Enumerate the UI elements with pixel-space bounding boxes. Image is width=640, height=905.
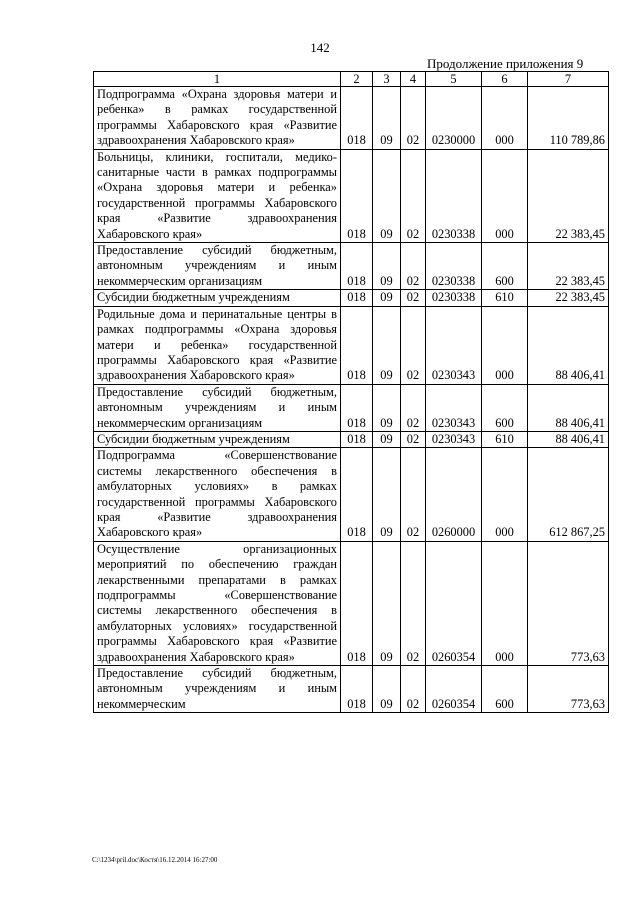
row-subsection-cell: 02 [401,384,426,431]
row-chapter-cell: 018 [341,243,373,290]
row-target-article-cell: 0230338 [426,243,482,290]
row-subsection-cell: 02 [401,243,426,290]
row-expense-type-cell: 610 [482,290,528,306]
row-section-cell: 09 [373,541,401,665]
row-target-article-cell: 0230338 [426,149,482,242]
table-header-row [94,72,609,87]
page-number: 142 [310,40,330,55]
row-target-article-cell: 0260000 [426,448,482,541]
row-amount-cell: 88 406,41 [528,431,609,447]
row-name-cell: Предоставление субсидий бюджетным, автономным учреждениям и иным некоммерческим организациям [94,243,341,290]
row-subsection-cell: 02 [401,290,426,306]
row-target-article-cell: 0230338 [426,290,482,306]
row-target-article-cell: 0260354 [426,666,482,713]
row-section-cell: 09 [373,149,401,242]
row-subsection-cell: 02 [401,306,426,384]
row-section-cell: 09 [373,666,401,713]
row-target-article-cell: 0230343 [426,306,482,384]
row-amount-cell: 612 867,25 [528,448,609,541]
header-cell-6: 6 [482,72,528,87]
row-expense-type-cell: 600 [482,384,528,431]
row-chapter-cell: 018 [341,149,373,242]
table-row [94,87,609,150]
row-subsection-cell: 02 [401,431,426,447]
row-expense-type-cell: 600 [482,666,528,713]
row-chapter-cell: 018 [341,541,373,665]
row-amount-cell: 22 383,45 [528,243,609,290]
row-name-cell: Подпрограмма «Охрана здоровья матери и ребенка» в рамках государственной программы Хабаровского края «Развитие здравоохранения Хабаровского края» [94,87,341,150]
row-section-cell: 09 [373,87,401,150]
row-expense-type-cell: 000 [482,149,528,242]
row-expense-type-cell: 000 [482,306,528,384]
row-name-cell: Больницы, клиники, госпитали, медико-санитарные части в рамках подпрограммы «Охрана здоровья матери и ребенка» государственной программы Хабаровского края «Развитие здравоохранения Хабаровского края» [94,149,341,242]
row-expense-type-cell: 000 [482,87,528,150]
table-row [94,306,609,384]
row-section-cell: 09 [373,243,401,290]
row-section-cell: 09 [373,448,401,541]
row-amount-cell: 110 789,86 [528,87,609,150]
row-target-article-cell: 0230343 [426,384,482,431]
header-cell-2: 2 [341,72,373,87]
row-section-cell: 09 [373,290,401,306]
row-subsection-cell: 02 [401,448,426,541]
row-name-cell: Подпрограмма «Совершенствование системы лекарственного обеспечения в амбулаторных условиях» в рамках государственной программы Хабаровского края «Развитие здравоохранения Хабаровского края» [94,448,341,541]
row-chapter-cell: 018 [341,431,373,447]
table-row [94,666,609,713]
header-cell-5: 5 [426,72,482,87]
row-target-article-cell: 0230343 [426,431,482,447]
table-row [94,384,609,431]
table-row [94,448,609,541]
row-amount-cell: 22 383,45 [528,290,609,306]
file-path-footer: C:\1234\pril.doc\Костя\16.12.2014 16:27:00 [92,856,218,864]
row-chapter-cell: 018 [341,448,373,541]
appendix-continuation-label: Продолжение приложения 9 [427,56,584,71]
row-subsection-cell: 02 [401,541,426,665]
budget-table-body [94,72,609,713]
row-target-article-cell: 0230000 [426,87,482,150]
row-amount-cell: 88 406,41 [528,306,609,384]
row-amount-cell: 773,63 [528,666,609,713]
header-cell-3: 3 [373,72,401,87]
row-section-cell: 09 [373,306,401,384]
row-name-cell: Предоставление субсидий бюджетным, автономным учреждениям и иным некоммерческим [94,666,341,713]
row-amount-cell: 773,63 [528,541,609,665]
row-name-cell: Субсидии бюджетным учреждениям [94,431,341,447]
table-row [94,431,609,447]
row-section-cell: 09 [373,431,401,447]
row-amount-cell: 88 406,41 [528,384,609,431]
table-row [94,243,609,290]
row-chapter-cell: 018 [341,87,373,150]
header-cell-7: 7 [528,72,609,87]
row-name-cell: Субсидии бюджетным учреждениям [94,290,341,306]
table-row [94,290,609,306]
row-expense-type-cell: 600 [482,243,528,290]
row-subsection-cell: 02 [401,87,426,150]
row-chapter-cell: 018 [341,666,373,713]
row-name-cell: Родильные дома и перинатальные центры в рамках подпрограммы «Охрана здоровья матери и ребенка» государственной программы Хабаровского края «Развитие здравоохранения Хабаровского края» [94,306,341,384]
row-chapter-cell: 018 [341,306,373,384]
row-target-article-cell: 0260354 [426,541,482,665]
table-row [94,149,609,242]
row-amount-cell: 22 383,45 [528,149,609,242]
row-subsection-cell: 02 [401,149,426,242]
table-row [94,541,609,665]
budget-table [93,71,609,713]
header-cell-4: 4 [401,72,426,87]
row-expense-type-cell: 610 [482,431,528,447]
row-chapter-cell: 018 [341,290,373,306]
row-expense-type-cell: 000 [482,541,528,665]
row-name-cell: Осуществление организационных мероприятий по обеспечению граждан лекарственными препаратами в рамках подпрограммы «Совершенствование системы лекарственного обеспечения в амбулаторных условиях» государственной программы Хабаровского края «Развитие здравоохранения Хабаровского края» [94,541,341,665]
header-cell-1: 1 [94,72,341,87]
row-expense-type-cell: 000 [482,448,528,541]
row-chapter-cell: 018 [341,384,373,431]
row-name-cell: Предоставление субсидий бюджетным, автономным учреждениям и иным некоммерческим организациям [94,384,341,431]
row-section-cell: 09 [373,384,401,431]
row-subsection-cell: 02 [401,666,426,713]
